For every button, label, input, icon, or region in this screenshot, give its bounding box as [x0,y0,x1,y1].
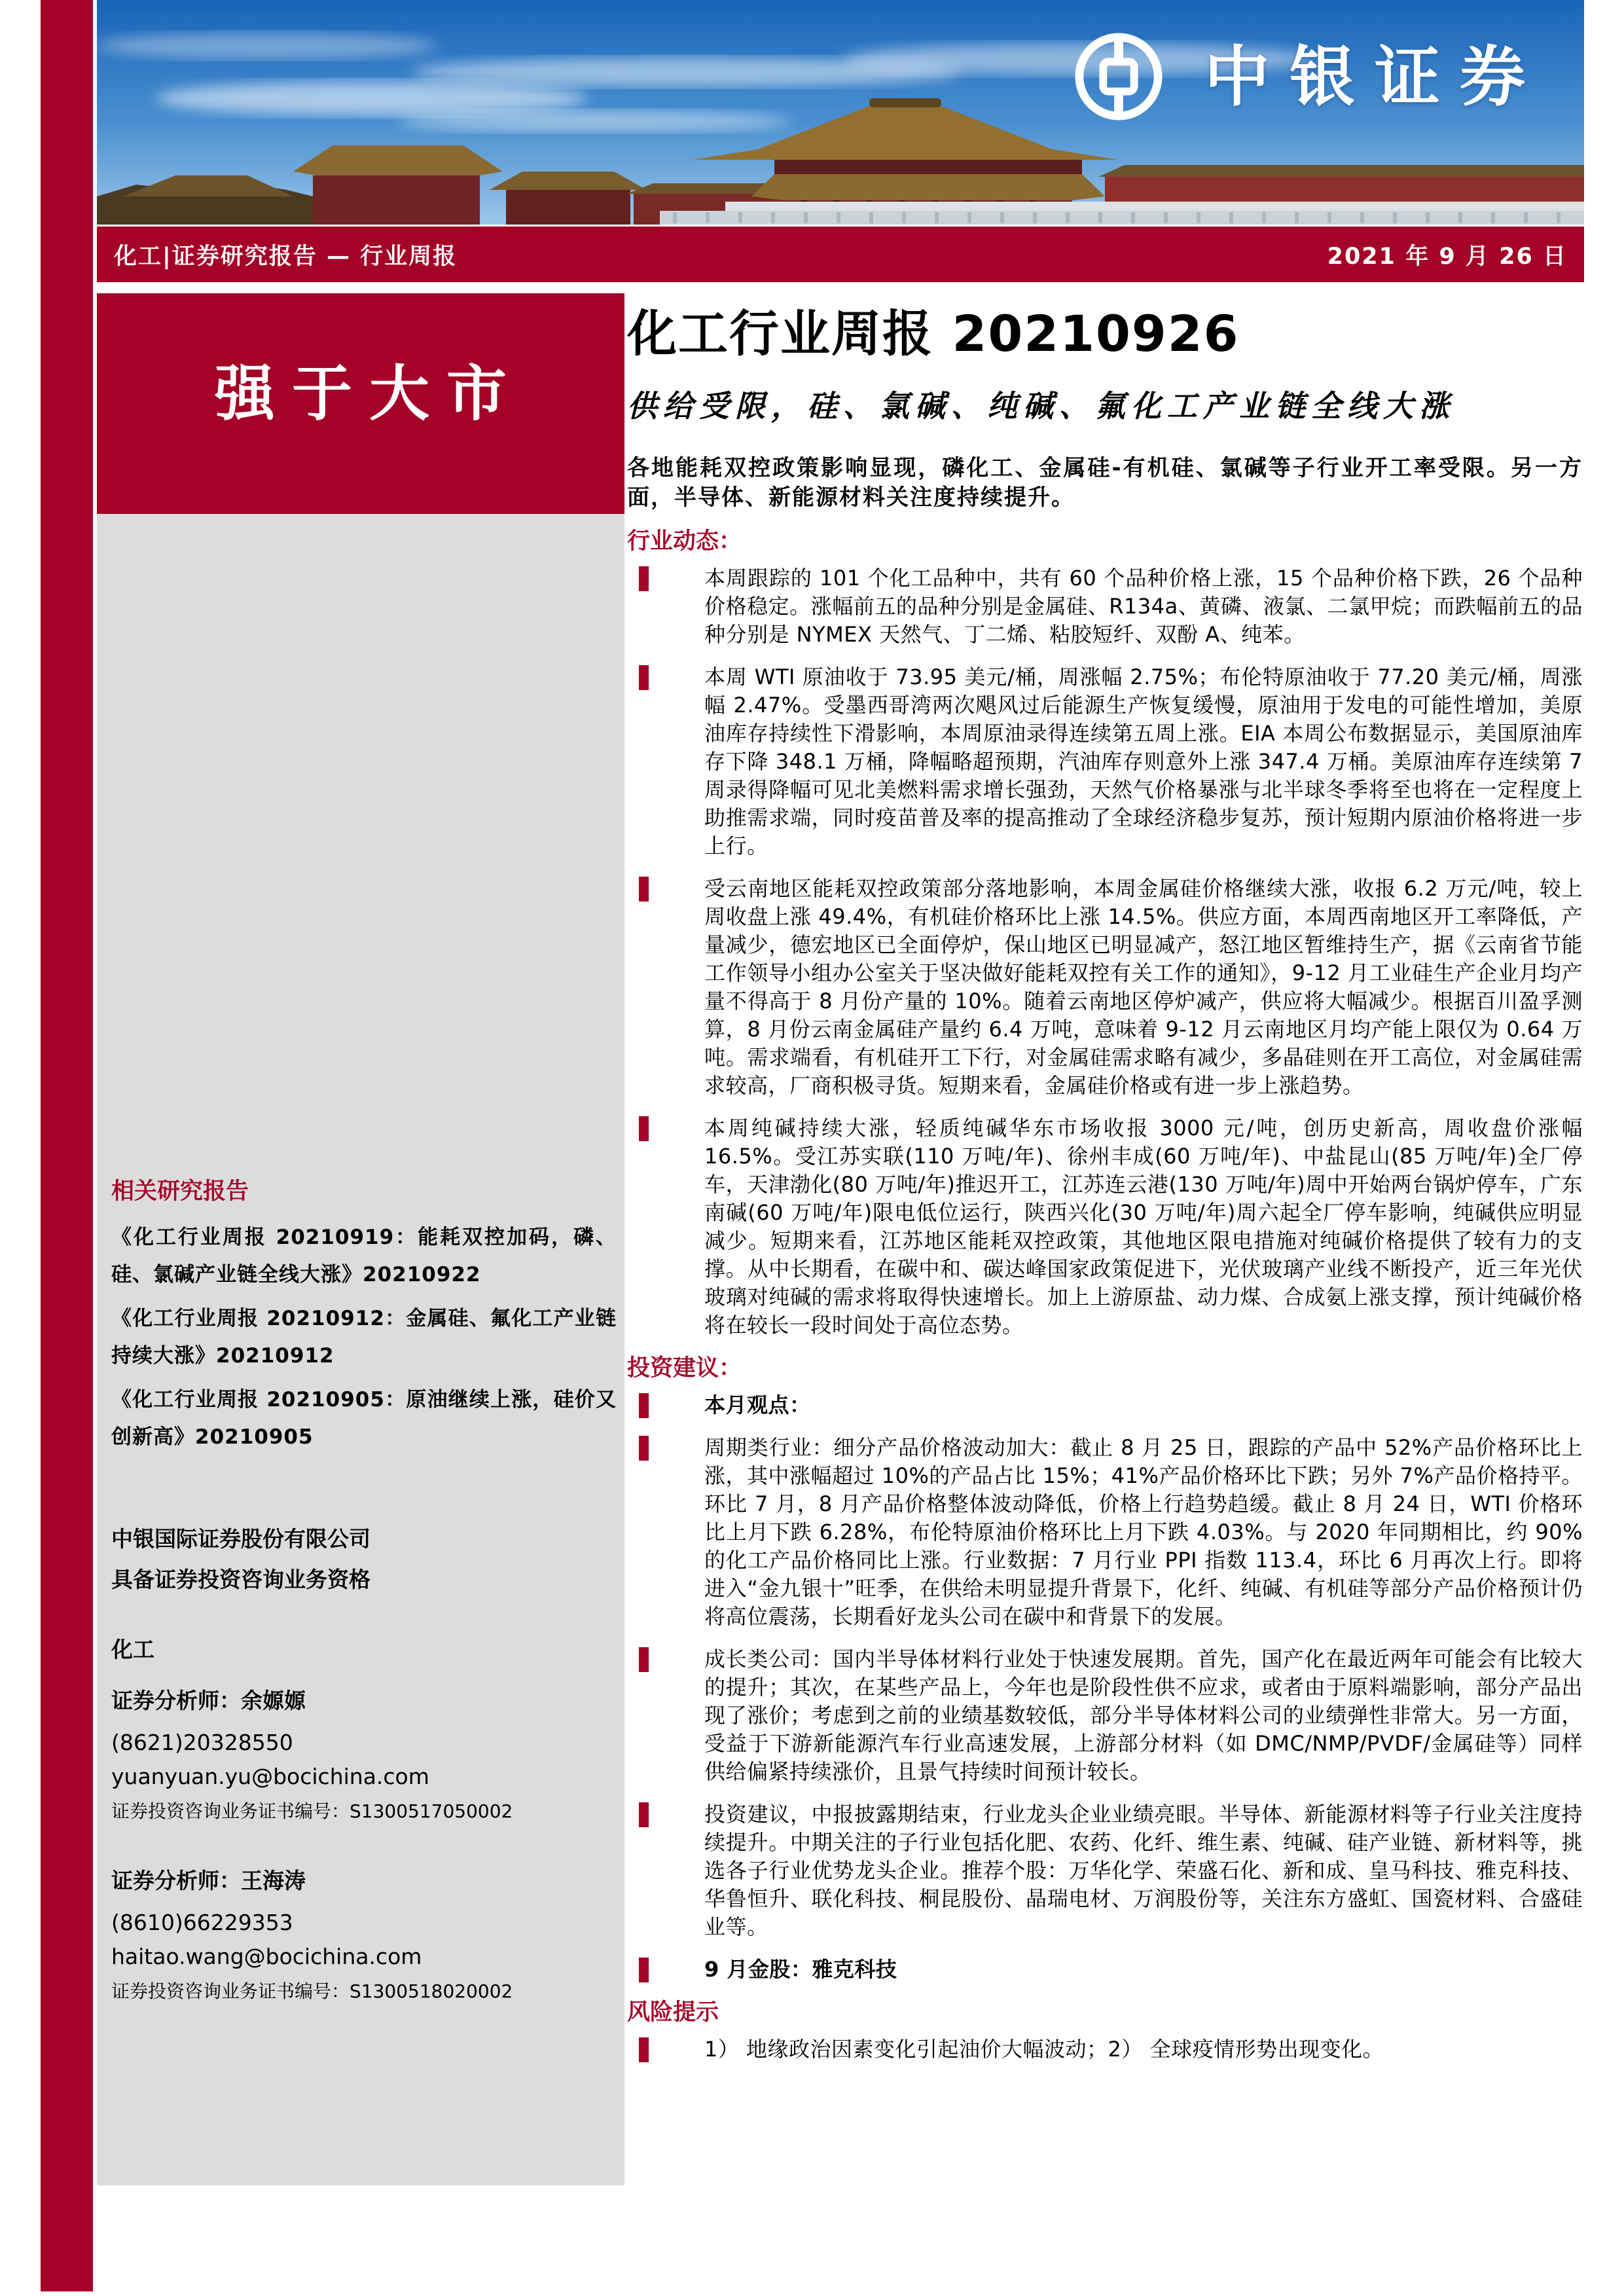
industry-label: 化工 [111,1637,154,1662]
report-type-band [97,227,1584,282]
page-title: 化工行业周报 20210926 [627,304,1240,363]
issuer-name: 中银国际证券股份有限公司 [111,1526,370,1552]
list-item [627,1800,1583,1941]
bullet-text: 本周跟踪的 101 个化工品种中，共有 60 个品种价格上涨，15 个品种价格下跌，26 个品种价格稳定。涨幅前五的品种分别是金属硅、R134a、黄磷、液氯、二氯甲烷；而跌幅前五的品种分别是 NYMEX 天然气、丁二烯、粘胶短纤、双酚 A、纯苯。 [704,565,1583,647]
risk-heading: 风险提示 [627,1999,719,2026]
issuer-block [111,1519,617,1600]
related-report-item: 《化工行业周报 20210905：原油继续上涨，硅价又创新高》20210905 [111,1388,617,1449]
rating-badge: 强于大市 [97,293,624,514]
analyst-role-name: 证券分析师：余嫄嫄 [111,1688,306,1713]
bullet-text: 本周 WTI 原油收于 73.95 美元/桶，周涨幅 2.75%；布伦特原油收于 77.20 美元/桶，周涨幅 2.47%。受墨西哥湾两次飓风过后能源生产恢复缓慢，原油用于发电的可能性增加，美原油库存持续性下滑影响，本周原油录得连续第五周上涨。EIA 本周公布数据显示，美国原油库存下降 348.1 万桶，降幅略超预期，汽油库存则意外上涨 347.4 万桶。美原油库存连续第 7 周录得降幅可见北美燃料需求增长强劲，天然气价格暴涨与北半球冬季将至也将在一定程度上助推需求端，同时疫苗普及率的提高推动了全球经济稳步复苏，预计短期内原油价格将进一步上行。 [704,664,1583,858]
bullet-marker-icon [639,2037,649,2062]
bullet-marker-icon [639,1647,649,1672]
analyst-card [111,1865,617,2009]
main-content [627,305,1583,2078]
left-accent-strip [41,0,93,2291]
related-report-item: 《化工行业周报 20210912：金属硅、氟化工产业链持续大涨》20210912 [111,1307,617,1368]
bullet-marker-icon [639,1116,649,1141]
bullet-text: 周期类行业：细分产品价格波动加大：截止 8 月 25 日，跟踪的产品中 52%产品价格环比上涨，其中涨幅超过 10%的产品占比 15%；41%产品价格环比下跌；另外 7%产品价格持平。环比 7 月，8 月产品价格整体波动降低，价格上行趋势趋缓。截止 8 月 24 日，WTI 价格环比上月下跌 6.28%，布伦特原油价格环比上月下跌 4.03%。与 2020 年同期相比，约 90%的化工产品价格同比上涨。行业数据：7 月行业 PPI 指数 113.4，环比 6 月再次上行。即将进入“金九银十”旺季，在供给未明显提升背景下，化纤、纯碱、有机硅等部分产品价格预计仍将高位震荡，长期看好龙头公司在碳中和背景下的发展。 [704,1434,1583,1629]
list-item [627,663,1583,860]
bullet-marker-icon [639,1802,649,1827]
bullet-marker-icon [639,1393,649,1418]
industry-news-heading: 行业动态： [627,528,742,555]
list-item [627,1114,1583,1339]
sidebar [111,1173,617,2009]
boc-emblem-icon [1074,31,1164,122]
list-item [627,564,1583,649]
bullet-text: 投资建议，中报披露期结束，行业龙头企业业绩亮眼。半导体、新能源材料等子行业关注度持续提升。中期关注的子行业包括化肥、农药、化纤、维生素、纯碱、硅产业链、新材料等，挑选各子行业优势龙头企业。推荐个股：万华化学、荣盛石化、新和成、皇马科技、雅克科技、华鲁恒升、联化科技、桐昆股份、晶瑞电材、万润股份等，关注东方盛虹、国瓷材料、合盛硅业等。 [704,1801,1583,1939]
bullet-marker-icon [639,1958,649,1982]
analyst-role-name: 证券分析师：王海涛 [111,1868,306,1893]
list-item [627,875,1583,1100]
bullet-text: 1） 地缘政治因素变化引起油价大幅波动；2） 全球疫情形势出现变化。 [704,2036,1384,2062]
summary-paragraph: 各地能耗双控政策影响显现，磷化工、金属硅-有机硅、氯碱等子行业开工率受限。另一方面，半导体、新能源材料关注度持续提升。 [627,454,1583,511]
header-photo [97,0,1584,225]
bullet-marker-icon [639,1436,649,1461]
bullet-text: 9 月金股：雅克科技 [704,1956,897,1982]
bullet-marker-icon [639,566,649,591]
bullet-text: 本月观点： [704,1392,811,1417]
list-item [627,1391,1583,1419]
bullet-marker-icon [639,665,649,690]
related-reports-heading: 相关研究报告 [111,1178,249,1205]
issuer-qualification: 具备证券投资咨询业务资格 [111,1567,370,1592]
analyst-email[interactable]: haitao.wang@bocichina.com [111,1944,422,1969]
related-report-item: 《化工行业周报 20210919：能耗双控加码，磷、硅、氯碱产业链全线大涨》20210922 [111,1226,617,1286]
report-date: 2021 年 9 月 26 日 [1327,243,1567,270]
bullet-text: 本周纯碱持续大涨，轻质纯碱华东市场收报 3000 元/吨，创历史新高，周收盘价涨幅 16.5%。受江苏实联(110 万吨/年)、徐州丰成(60 万吨/年)、中盐昆山(85 万吨/年)全厂停车，天津渤化(80 万吨/年)推迟开工，江苏连云港(130 万吨/年)周中开始两台锅炉停车，广东南碱(60 万吨/年)限电低位运行，陕西兴化(30 万吨/年)周六起全厂停车影响，纯碱供应明显减少。短期来看，江苏地区能耗双控政策，其他地区限电措施对纯碱价格提供了较有力的支撑。从中长期看，在碳中和、碳达峰国家政策促进下，光伏玻璃产业线不断投产，近三年光伏玻璃对纯碱的需求将取得快速增长。加上上游原盐、动力煤、合成氨上涨支撑，预计纯碱价格将在较长一段时间处于高位态势。 [704,1115,1583,1338]
page-subtitle: 供给受限，硅、氯碱、纯碱、氟化工产业链全线大涨 [627,388,1455,424]
bullet-text: 受云南地区能耗双控政策部分落地影响，本周金属硅价格继续大涨，收报 6.2 万元/吨，较上周收盘上涨 49.4%，有机硅价格环比上涨 14.5%。供应方面，本周西南地区开工率降低，产量减少，德宏地区已全面停炉，保山地区已明显减产，怒江地区暂维持生产，据《云南省节能工作领导小组办公室关于坚决做好能耗双控有关工作的通知》，9-12 月工业硅生产企业月均产量不得高于 8 月份产量的 10%。随着云南地区停炉减产，供应将大幅减少。根据百川盈孚测算，8 月份云南金属硅产量约 6.4 万吨，意味着 9-12 月云南地区月均产能上限仅为 0.64 万吨。需求端看，有机硅开工下行，对金属硅需求略有减少，多晶硅则在开工高位，对金属硅需求较高，厂商积极寻货。短期来看，金属硅价格或有进一步上涨趋势。 [704,875,1583,1098]
list-item [627,1434,1583,1631]
analyst-card [111,1685,617,1829]
list-item [627,1645,1583,1786]
report-eyebrow: 化工|证券研究报告 — 行业周报 [114,243,458,270]
bullet-text: 成长类公司：国内半导体材料行业处于快速发展期。首先，国产化在最近两年可能会有比较大的提升；其次，在某些产品上，今年也是阶段性供不应求，或者由于原料端影响，部分产品出现了涨价；考虑到之前的业绩基数较低，部分半导体材料公司的业绩弹性非常大。另一方面，受益于下游新能源汽车行业高速发展，上游部分材料（如 DMC/NMP/PVDF/金属硅等）同样供给偏紧持续涨价，且景气持续时间预计较长。 [704,1646,1583,1784]
list-item [627,2035,1583,2064]
brand-logo [1074,31,1545,122]
analyst-cert-number: 证券投资咨询业务证书编号：S1300517050002 [111,1800,513,1822]
related-reports-list [111,1219,617,1456]
analyst-phone: (8621)20328550 [111,1730,293,1755]
brand-name: 中银证券 [1204,38,1545,115]
bullet-marker-icon [639,877,649,902]
analyst-email[interactable]: yuanyuan.yu@bocichina.com [111,1764,429,1789]
analyst-phone: (8610)66229353 [111,1910,293,1935]
analyst-cert-number: 证券投资咨询业务证书编号：S1300518020002 [111,1980,513,2002]
investment-advice-heading: 投资建议： [627,1355,742,1381]
list-item [627,1956,1583,1984]
